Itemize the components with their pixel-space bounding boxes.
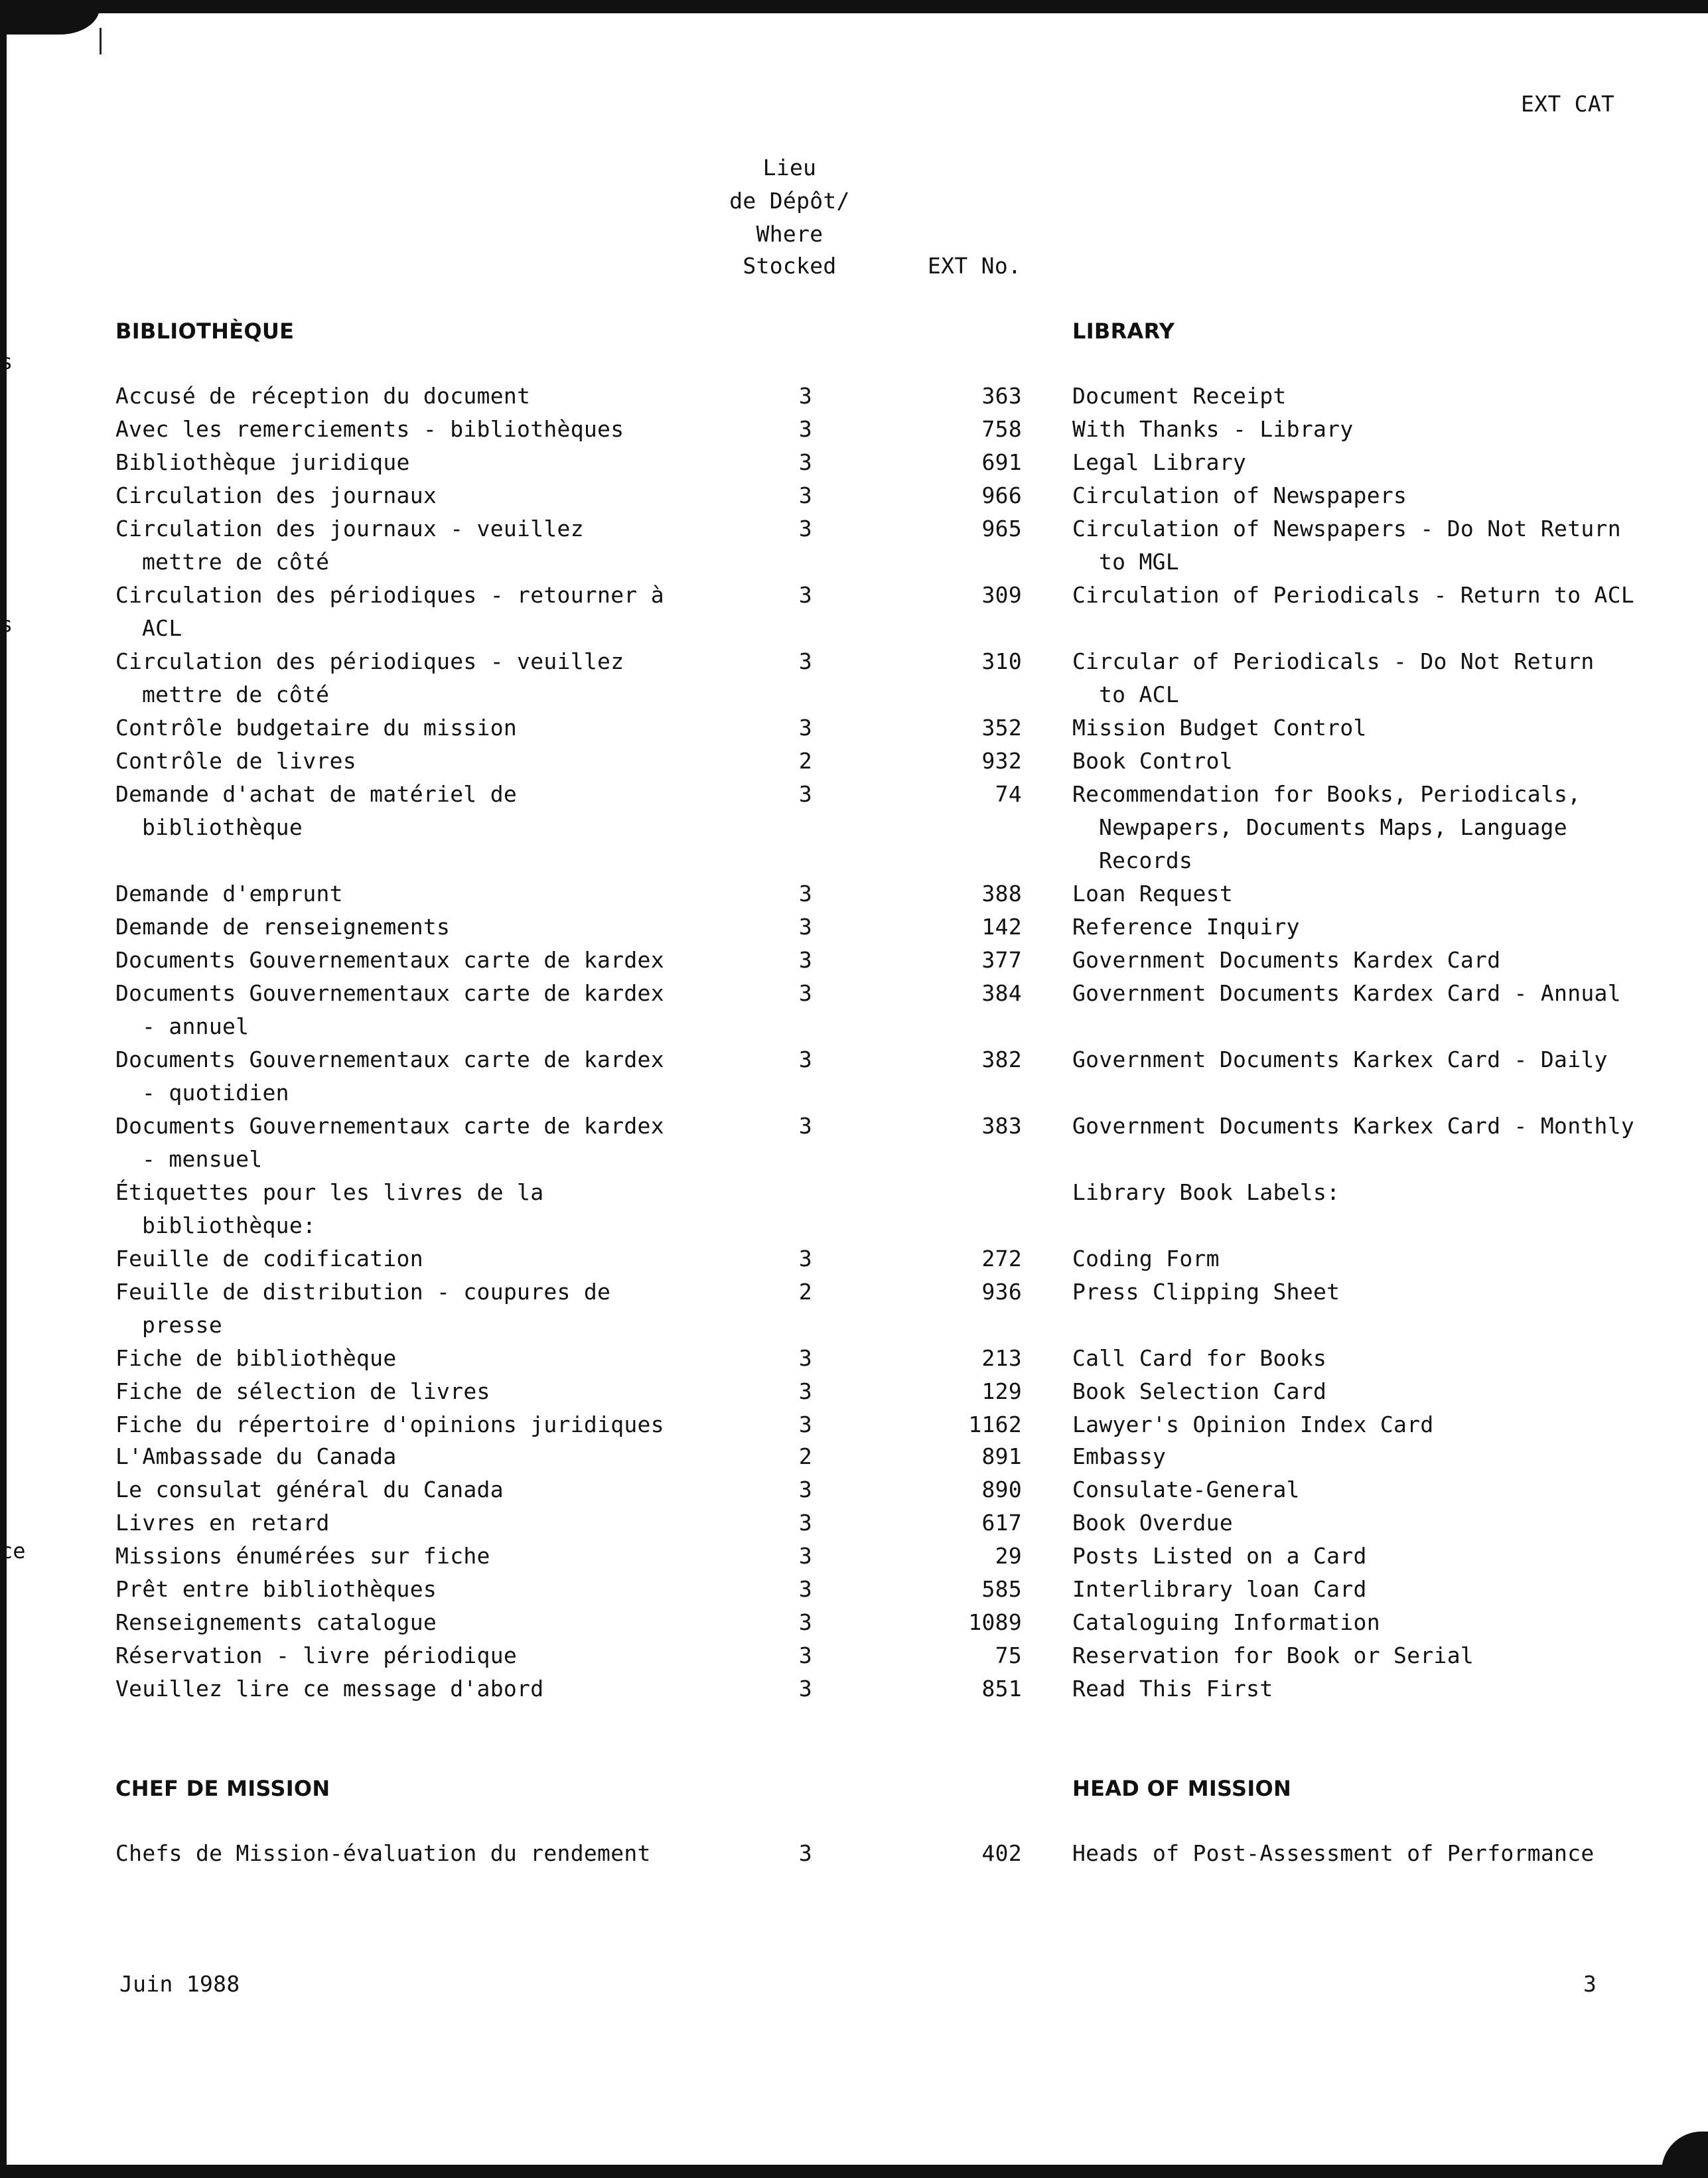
entry-french-label: Circulation des périodiques - retourner à <box>115 582 664 608</box>
entry-english-label: Book Overdue <box>1072 1510 1234 1536</box>
entry-stocked-location: 3 <box>798 516 813 542</box>
entry-french-label: Contrôle budgetaire du mission <box>115 715 518 741</box>
entry-french-label: Feuille de distribution - coupures de <box>115 1279 611 1305</box>
entry-french-label: Demande de renseignements <box>115 914 451 940</box>
entry-french-label: - quotidien <box>142 1080 289 1106</box>
entry-french-label: Accusé de réception du document <box>115 383 531 409</box>
document-code: EXT CAT <box>1521 91 1615 117</box>
entry-french-label: Étiquettes pour les livres de la <box>115 1179 544 1205</box>
entry-ext-number: 965 <box>981 516 1022 542</box>
entry-english-label: Legal Library <box>1072 449 1247 475</box>
entry-stocked-location: 3 <box>798 980 813 1006</box>
scan-border <box>1662 2132 1708 2178</box>
entry-ext-number: 75 <box>995 1642 1022 1668</box>
entry-french-label: mettre de côté <box>142 682 330 707</box>
entry-english-label: Government Documents Kardex Card - Annual <box>1072 980 1621 1006</box>
entry-ext-number: 352 <box>981 715 1022 741</box>
entry-english-label: Book Selection Card <box>1072 1378 1327 1404</box>
entry-english-label: Lawyer's Opinion Index Card <box>1072 1412 1434 1437</box>
entry-english-label: Circulation of Newspapers - Do Not Return <box>1072 516 1621 542</box>
entry-french-label: Le consulat général du Canada <box>115 1477 504 1502</box>
entry-ext-number: 129 <box>981 1378 1022 1404</box>
entry-french-label: mettre de côté <box>142 549 330 575</box>
entry-french-label: Demande d'achat de matériel de <box>115 781 518 807</box>
entry-english-label: Embassy <box>1072 1443 1167 1469</box>
entry-english-label: Mission Budget Control <box>1072 715 1367 741</box>
entry-stocked-location: 3 <box>798 947 813 973</box>
scan-border <box>0 2165 1708 2178</box>
entry-french-label: ACL <box>142 615 182 641</box>
entry-french-label: L'Ambassade du Canada <box>115 1443 397 1469</box>
entry-ext-number: 890 <box>981 1477 1022 1502</box>
entry-french-label: Fiche de bibliothèque <box>115 1345 397 1371</box>
entry-english-label: Circulation of Newspapers <box>1072 482 1407 508</box>
entry-english-label: Coding Form <box>1072 1246 1220 1271</box>
entry-ext-number: 585 <box>981 1576 1022 1602</box>
entry-stocked-location: 3 <box>798 1345 813 1371</box>
entry-ext-number: 142 <box>981 914 1022 940</box>
entry-french-label: Circulation des journaux <box>115 482 437 508</box>
entry-english-label: Loan Request <box>1072 881 1234 907</box>
entry-stocked-location: 3 <box>798 1576 813 1602</box>
section-title-fr: CHEF DE MISSION <box>115 1776 330 1801</box>
entry-ext-number: 309 <box>981 582 1022 608</box>
entry-stocked-location: 2 <box>798 748 813 774</box>
entry-ext-number: 382 <box>981 1047 1022 1072</box>
entry-english-label: Reservation for Book or Serial <box>1072 1642 1474 1668</box>
entry-stocked-location: 3 <box>798 1246 813 1271</box>
entry-english-label: Consulate-General <box>1072 1477 1300 1502</box>
entry-english-label: Government Documents Kardex Card <box>1072 947 1501 973</box>
scan-border <box>0 0 1708 13</box>
entry-ext-number: 891 <box>981 1443 1022 1469</box>
entry-english-label: Records <box>1099 847 1193 873</box>
entry-stocked-location: 2 <box>798 1443 813 1469</box>
entry-french-label: Réservation - livre périodique <box>115 1642 518 1668</box>
stocked-header-line: Stocked <box>743 253 837 279</box>
entry-stocked-location: 3 <box>798 1047 813 1072</box>
entry-stocked-location: 3 <box>798 416 813 442</box>
entry-stocked-location: 3 <box>798 582 813 608</box>
entry-french-label: presse <box>142 1312 223 1338</box>
entry-english-label: Call Card for Books <box>1072 1345 1327 1371</box>
entry-ext-number: 363 <box>981 383 1022 409</box>
entry-english-label: Interlibrary loan Card <box>1072 1576 1367 1602</box>
entry-french-label: Demande d'emprunt <box>115 881 343 907</box>
entry-stocked-location: 3 <box>798 1477 813 1502</box>
entry-ext-number: 851 <box>981 1676 1022 1702</box>
margin-fragment: s <box>0 612 13 637</box>
entry-english-label: Heads of Post-Assessment of Performance <box>1072 1840 1595 1866</box>
entry-french-label: Chefs de Mission-évaluation du rendement <box>115 1840 651 1866</box>
entry-ext-number: 29 <box>995 1543 1022 1569</box>
entry-ext-number: 310 <box>981 648 1022 674</box>
entry-french-label: Circulation des journaux - veuillez <box>115 516 584 542</box>
entry-ext-number: 932 <box>981 748 1022 774</box>
entry-french-label: Missions énumérées sur fiche <box>115 1543 490 1569</box>
margin-fragment: ce <box>0 1538 26 1563</box>
entry-english-label: Document Receipt <box>1072 383 1287 409</box>
entry-stocked-location: 3 <box>798 1510 813 1536</box>
entry-stocked-location: 3 <box>798 648 813 674</box>
entry-french-label: Fiche du répertoire d'opinions juridiques <box>115 1412 664 1437</box>
entry-stocked-location: 3 <box>798 715 813 741</box>
entry-french-label: bibliothèque <box>142 814 303 840</box>
scan-border <box>0 0 7 2178</box>
entry-ext-number: 384 <box>981 980 1022 1006</box>
entry-stocked-location: 3 <box>798 1113 813 1139</box>
entry-english-label: Cataloguing Information <box>1072 1609 1380 1635</box>
entry-english-label: to ACL <box>1099 682 1180 707</box>
entry-english-label: Government Documents Karkex Card - Monthly <box>1072 1113 1635 1139</box>
entry-french-label: - mensuel <box>142 1146 263 1172</box>
entry-stocked-location: 3 <box>798 781 813 807</box>
entry-english-label: Circulation of Periodicals - Return to ACL <box>1072 582 1635 608</box>
entry-stocked-location: 3 <box>798 1543 813 1569</box>
entry-english-label: Government Documents Karkex Card - Daily <box>1072 1047 1608 1072</box>
entry-french-label: Avec les remerciements - bibliothèques <box>115 416 624 442</box>
entry-french-label: Documents Gouvernementaux carte de kardex <box>115 980 664 1006</box>
entry-french-label: Contrôle de livres <box>115 748 357 774</box>
entry-ext-number: 691 <box>981 449 1022 475</box>
entry-french-label: Fiche de sélection de livres <box>115 1378 490 1404</box>
stocked-header-line: Lieu <box>762 155 817 181</box>
entry-stocked-location: 3 <box>798 482 813 508</box>
entry-ext-number: 213 <box>981 1345 1022 1371</box>
stocked-header-line: de Dépôt/ <box>729 188 850 214</box>
entry-french-label: Documents Gouvernementaux carte de kardex <box>115 1113 664 1139</box>
entry-english-label: Newpapers, Documents Maps, Language <box>1099 814 1567 840</box>
entry-french-label: Prêt entre bibliothèques <box>115 1576 437 1602</box>
entry-french-label: Documents Gouvernementaux carte de kardex <box>115 947 664 973</box>
footer-date: Juin 1988 <box>119 1971 240 1997</box>
scan-mark <box>100 28 102 54</box>
stocked-header-line: Where <box>756 221 823 247</box>
entry-stocked-location: 3 <box>798 449 813 475</box>
entry-stocked-location: 3 <box>798 914 813 940</box>
entry-french-label: Circulation des périodiques - veuillez <box>115 648 624 674</box>
entry-ext-number: 377 <box>981 947 1022 973</box>
entry-english-label: With Thanks - Library <box>1072 416 1354 442</box>
section-title-en: HEAD OF MISSION <box>1072 1776 1292 1801</box>
entry-stocked-location: 3 <box>798 1840 813 1866</box>
entry-english-label: to MGL <box>1099 549 1180 575</box>
entry-ext-number: 402 <box>981 1840 1022 1866</box>
entry-french-label: Documents Gouvernementaux carte de kardex <box>115 1047 664 1072</box>
entry-ext-number: 936 <box>981 1279 1022 1305</box>
entry-english-label: Book Control <box>1072 748 1234 774</box>
entry-ext-number: 383 <box>981 1113 1022 1139</box>
entry-french-label: Feuille de codification <box>115 1246 423 1271</box>
entry-ext-number: 388 <box>981 881 1022 907</box>
entry-stocked-location: 3 <box>798 1412 813 1437</box>
entry-english-label: Reference Inquiry <box>1072 914 1300 940</box>
entry-ext-number: 1162 <box>968 1412 1022 1437</box>
entry-ext-number: 758 <box>981 416 1022 442</box>
entry-stocked-location: 2 <box>798 1279 813 1305</box>
entry-ext-number: 272 <box>981 1246 1022 1271</box>
entry-english-label: Recommendation for Books, Periodicals, <box>1072 781 1581 807</box>
entry-french-label: Bibliothèque juridique <box>115 449 410 475</box>
entry-ext-number: 617 <box>981 1510 1022 1536</box>
margin-fragment: s <box>0 349 13 374</box>
entry-french-label: Renseignements catalogue <box>115 1609 437 1635</box>
ext-no-header: EXT No. <box>928 253 1022 279</box>
entry-ext-number: 74 <box>995 781 1022 807</box>
entry-french-label: bibliothèque: <box>142 1212 317 1238</box>
entry-english-label: Posts Listed on a Card <box>1072 1543 1367 1569</box>
entry-english-label: Read This First <box>1072 1676 1273 1702</box>
section-title-en: LIBRARY <box>1072 319 1175 344</box>
entry-french-label: - annuel <box>142 1013 249 1039</box>
entry-stocked-location: 3 <box>798 1642 813 1668</box>
entry-english-label: Library Book Labels: <box>1072 1179 1340 1205</box>
entry-stocked-location: 3 <box>798 1676 813 1702</box>
entry-stocked-location: 3 <box>798 383 813 409</box>
entry-ext-number: 966 <box>981 482 1022 508</box>
entry-stocked-location: 3 <box>798 1378 813 1404</box>
page-number: 3 <box>1583 1971 1597 1997</box>
entry-english-label: Press Clipping Sheet <box>1072 1279 1340 1305</box>
entry-french-label: Livres en retard <box>115 1510 330 1536</box>
entry-stocked-location: 3 <box>798 1609 813 1635</box>
entry-ext-number: 1089 <box>968 1609 1022 1635</box>
entry-english-label: Circular of Periodicals - Do Not Return <box>1072 648 1595 674</box>
section-title-fr: BIBLIOTHÈQUE <box>115 319 295 344</box>
entry-french-label: Veuillez lire ce message d'abord <box>115 1676 544 1702</box>
entry-stocked-location: 3 <box>798 881 813 907</box>
